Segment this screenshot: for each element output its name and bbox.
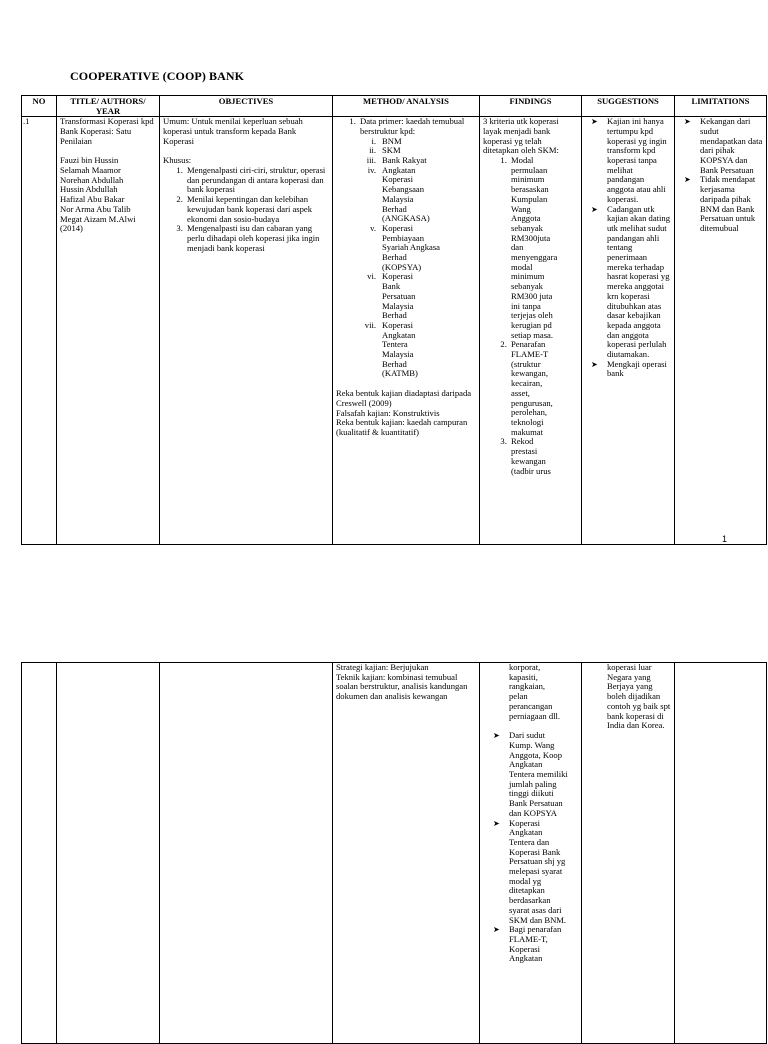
item-number: iv. bbox=[367, 164, 376, 175]
list-item: 1. Modal permulaan minimum berasaskan Kumpulan Wang Anggota sebanyak RM300juta dan menyenggara modal minimum sebanyak RM300 juta ini tanpa terjejas oleh kerugian pd setiap masa. bbox=[509, 156, 561, 340]
item-number: vi. bbox=[367, 271, 376, 282]
list-item bbox=[370, 222, 440, 273]
list-item: ➤ Tidak mendapat kerjasama daripada pihak BNM dan Bank Persatuan untuk ditemubual bbox=[684, 174, 756, 233]
list-item: 1. Mengenalpasti ciri-ciri, struktur, operasi dan perundangan di antara koperasi dan bank koperasi bbox=[185, 166, 329, 195]
header-objectives: OBJECTIVES bbox=[160, 96, 333, 117]
arrow-bullet-icon: ➤ bbox=[493, 925, 500, 935]
item-number: ii. bbox=[369, 145, 376, 156]
arrow-bullet-icon: ➤ bbox=[684, 175, 691, 185]
objectives-cell-empty bbox=[160, 663, 333, 1044]
list-item: 2. Menilai kepentingan dan kelebihan kewujudan bank koperasi dari aspek ekonomi dan sosio-budaya bbox=[185, 195, 329, 224]
study-authors: Fauzi bin Hussin Selamah Maamor Norehan Abdullah Hussin Abdullah Hafizal Abu Bakar Nor Arma Abu Talib Megat Aizam M.Alwi (2014) bbox=[60, 155, 136, 234]
item-number: vii. bbox=[364, 319, 376, 330]
study-title: Transformasi Koperasi kpd Bank Koperasi: Satu Penilaian bbox=[60, 116, 154, 146]
list-item: 3. Rekod prestasi kewangan (tadbir urus bbox=[509, 437, 561, 476]
item-text: Angkatan Koperasi Kebangsaan Malaysia Berhad (ANGKASA) bbox=[382, 164, 430, 224]
header-method: METHOD/ ANALYSIS bbox=[333, 96, 480, 117]
list-item: ➤ Dari sudut Kump. Wang Anggota, Koop Angkatan Tentera memiliki jumlah paling tinggi diikuti Bank Persatuan dan KOPSYA bbox=[493, 730, 568, 818]
method-notes: Reka bentuk kajian diadaptasi daripada Creswell (2009) Falsafah kajian: Konstruktivis Reka bentuk kajian: kaedah campuran (kualitatif & kuantitatif) bbox=[336, 388, 472, 437]
study-cell-empty bbox=[57, 663, 160, 1044]
item-number: v. bbox=[370, 222, 376, 233]
item-number: i. bbox=[371, 135, 376, 146]
findings-bullets bbox=[483, 731, 569, 964]
arrow-bullet-icon: ➤ bbox=[684, 117, 691, 127]
literature-table-page-1 bbox=[21, 95, 767, 545]
findings-continued: korporat, kapasiti, rangkaian, pelan perancangan perniagaan dll. bbox=[509, 662, 561, 721]
document-title: COOPERATIVE (COOP) BANK bbox=[70, 69, 245, 83]
item-text: BNM bbox=[382, 135, 402, 146]
objectives-specific-list bbox=[163, 166, 329, 253]
list-item bbox=[364, 319, 432, 379]
item-text: SKM bbox=[382, 145, 401, 156]
arrow-bullet-icon: ➤ bbox=[591, 359, 598, 369]
table-row bbox=[22, 663, 767, 1044]
limitations-cell-empty bbox=[675, 663, 767, 1044]
item-text: Koperasi Bank Persatuan Malaysia Berhad bbox=[382, 271, 416, 321]
header-title: TITLE/ AUTHORS/ YEAR bbox=[57, 96, 160, 117]
suggestions-cell bbox=[582, 117, 675, 545]
findings-cell bbox=[480, 663, 582, 1044]
row-number-empty bbox=[22, 663, 57, 1044]
list-item: ➤ Mengkaji operasi bank bbox=[591, 358, 667, 379]
list-item: 2. Penarafan FLAME-T (struktur kewangan, kecairan, asset, pengurusan, perolehan, teknologi makumat bbox=[509, 340, 561, 437]
arrow-bullet-icon: ➤ bbox=[591, 204, 598, 214]
method-bodies-list bbox=[338, 137, 476, 380]
method-primary: Data primer: kaedah temubual berstruktur kpd: bbox=[360, 116, 465, 136]
list-item: ➤ Cadangan utk kajian akan dating utk melihat sudut pandangan ahli tentang penerimaan mereka terhadap hasrat koperasi yg mereka anggotai krn koperasi ditubuhkan atas dasar kebajikan kepada anggota dan anggota koperasi perlulah diutamakan. bbox=[591, 203, 670, 360]
list-item bbox=[367, 164, 430, 224]
method-cell bbox=[333, 663, 480, 1044]
findings-list bbox=[483, 156, 561, 476]
list-item bbox=[367, 271, 432, 321]
row-number: .1 bbox=[22, 117, 57, 545]
study-cell bbox=[57, 117, 160, 545]
arrow-bullet-icon: ➤ bbox=[493, 818, 500, 828]
header-suggestions: SUGGESTIONS bbox=[582, 96, 675, 117]
list-item: ➤ Bagi penarafan FLAME-T, Koperasi Angkatan bbox=[493, 924, 562, 964]
arrow-bullet-icon: ➤ bbox=[591, 117, 598, 127]
suggestions-continued: koperasi luar Negara yang Berjaya yang boleh dijadikan contoh yg baik spt bank koperasi di India dan Korea. bbox=[607, 662, 671, 731]
method-list bbox=[336, 117, 476, 379]
item-text: Bank Rakyat bbox=[382, 155, 427, 165]
literature-table-page-2 bbox=[21, 662, 767, 1044]
limitations-list bbox=[678, 117, 763, 233]
list-item: ➤ Koperasi Angkatan Tentera dan Koperasi Bank Persatuan shj yg melepasi syarat modal yg ditetapkan berdasarkan syarat asas dari SKM dan BNM. bbox=[493, 817, 567, 925]
header-no: NO bbox=[22, 96, 57, 117]
objectives-cell bbox=[160, 117, 333, 545]
item-number: iii. bbox=[366, 155, 376, 165]
list-item bbox=[358, 117, 476, 379]
header-findings: FINDINGS bbox=[480, 96, 582, 117]
suggestions-cell bbox=[582, 663, 675, 1044]
list-item: ➤ Kajian ini hanya tertumpu kpd koperasi yg ingin transform kpd koperasi tanpa melihat pandangan anggota atau ahli koperasi. bbox=[591, 116, 667, 204]
arrow-bullet-icon: ➤ bbox=[493, 731, 500, 741]
table-row bbox=[22, 117, 767, 545]
suggestions-list bbox=[585, 117, 671, 379]
list-item: ➤ Kekangan dari sudut mendapatkan data dari pihak KOPSYA dan Bank Persatuan bbox=[684, 116, 763, 175]
header-limitations: LIMITATIONS bbox=[675, 96, 767, 117]
item-text: Koperasi Angkatan Tentera Malaysia Berhad (KATMB) bbox=[382, 319, 418, 379]
page-number: 1 bbox=[722, 534, 728, 544]
list-item: 3. Mengenalpasti isu dan cabaran yang perlu dihadapi oleh koperasi jika ingin menjadi bank koperasi bbox=[185, 224, 329, 253]
method-cell bbox=[333, 117, 480, 545]
table-header-row bbox=[22, 96, 767, 117]
limitations-cell bbox=[675, 117, 767, 545]
objectives-specific-label: Khusus: bbox=[163, 155, 192, 166]
objectives-general: Umum: Untuk menilai keperluan sebuah koperasi untuk transform kepada Bank Koperasi bbox=[163, 116, 303, 146]
findings-cell bbox=[480, 117, 582, 545]
method-continued: Strategi kajian: Berjujukan Teknik kajian: kombinasi temubual soalan berstruktur, analisis kandungan dokumen dan analisis kewangan bbox=[336, 662, 468, 702]
item-text: Koperasi Pembiayaan Syariah Angkasa Berhad (KOPSYA) bbox=[382, 222, 440, 272]
findings-intro: 3 kriteria utk koperasi layak menjadi bank koperasi yg telah ditetapkan oleh SKM: bbox=[483, 116, 559, 156]
